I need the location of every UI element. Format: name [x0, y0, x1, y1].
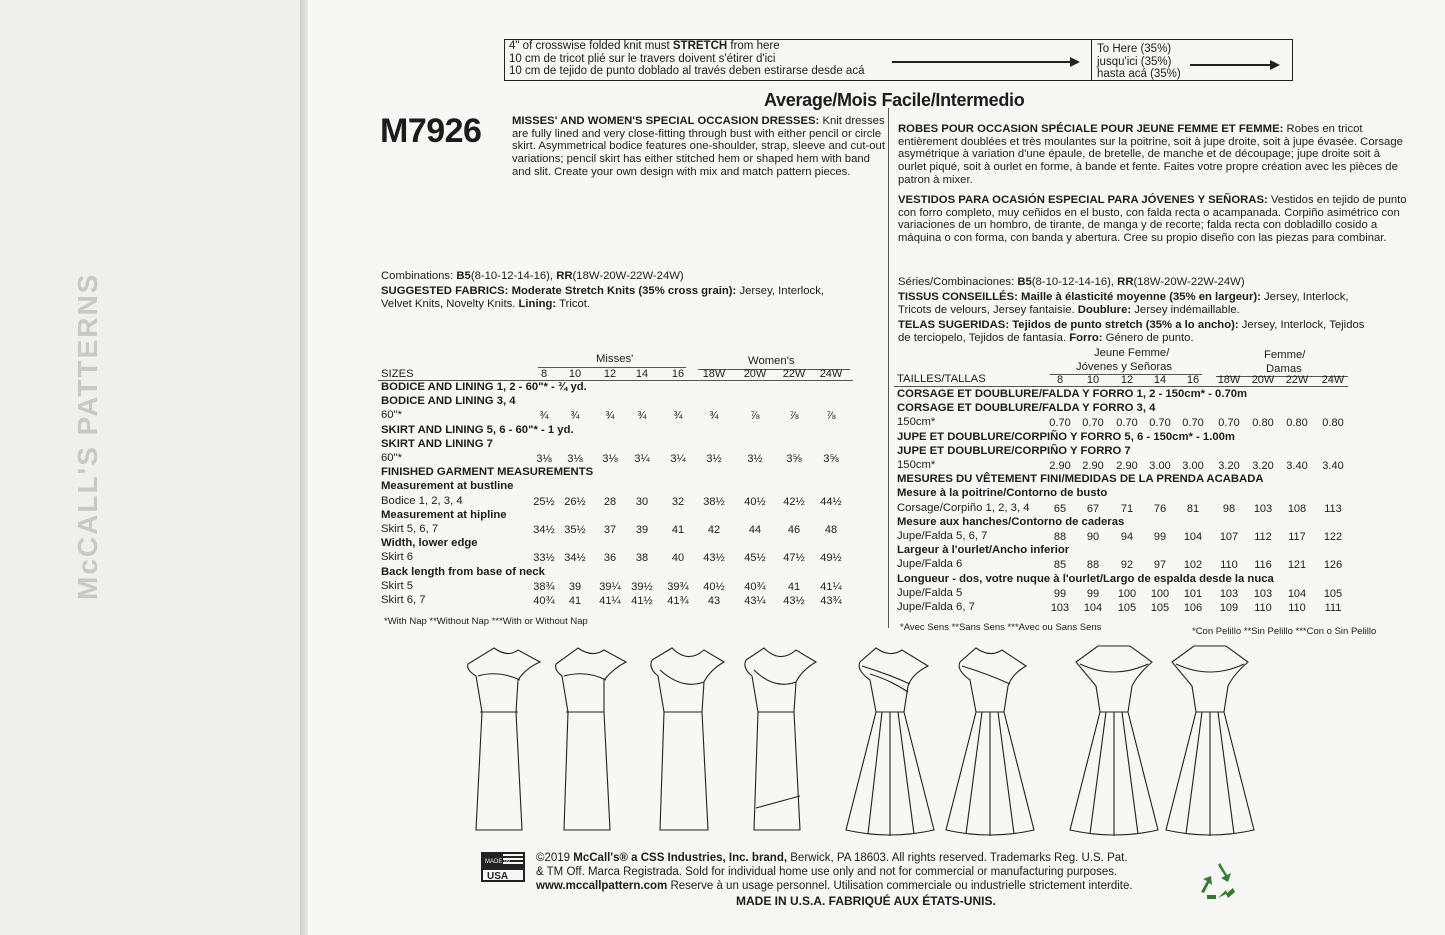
- table-cell: 41¼: [599, 595, 621, 607]
- size-header: 10: [1086, 374, 1100, 386]
- table-cell: 104: [1287, 587, 1307, 600]
- table-cell: 103: [1050, 602, 1070, 614]
- stretch-gauge: [504, 39, 1293, 81]
- table-cell: 47½: [783, 552, 805, 565]
- table-cell: 3.00: [1182, 460, 1204, 472]
- table-cell: 110: [1288, 602, 1306, 614]
- table-cell: 2.90: [1082, 460, 1104, 472]
- table-cell: ¾: [539, 410, 549, 423]
- table-row-label: CORSAGE ET DOUBLURE/FALDA Y FORRO 3, 4: [897, 402, 1156, 415]
- table-cell: 43½: [703, 552, 725, 565]
- made-in-label: MADE IN U.S.A. FABRIQUÉ AUX ÉTATS-UNIS.: [736, 894, 996, 908]
- size-header: 20W: [1251, 374, 1275, 386]
- table-cell: 109: [1219, 602, 1239, 614]
- table-cell: 99: [1086, 587, 1100, 600]
- table-cell: 43¼: [744, 595, 766, 607]
- table-cell: 101: [1183, 587, 1203, 600]
- english-desc-title: MISSES' AND WOMEN'S SPECIAL OCCASION DRESSES:: [512, 115, 820, 127]
- table-cell: 44: [748, 524, 762, 536]
- table-cell: 43½: [783, 595, 805, 607]
- table-cell: 100: [1150, 587, 1170, 600]
- table-cell: 85: [1053, 559, 1067, 572]
- table-row-label: Measurement at hipline: [381, 508, 507, 521]
- size-header: 12: [603, 368, 617, 380]
- table-cell: 92: [1120, 559, 1134, 572]
- table-cell: 41¾: [667, 595, 689, 607]
- table-cell: 0.80: [1322, 417, 1344, 430]
- table-cell: 103: [1253, 587, 1273, 600]
- table-cell: 67: [1086, 502, 1100, 515]
- size-header: 16: [671, 368, 685, 380]
- english-fabrics: SUGGESTED FABRICS: Moderate Stretch Knits (35% cross grain): Jersey, Interlock,: [381, 285, 824, 297]
- tailles-label: TAILLES/TALLAS: [897, 373, 986, 385]
- french-footnote: *Avec Sens **Sans Sens ***Avec ou Sans Sens: [900, 622, 1102, 633]
- spanish-desc-title: VESTIDOS PARA OCASIÓN ESPECIAL PARA JÓVENES Y SEÑORAS:: [898, 194, 1268, 206]
- english-desc-body: Knit dresses are fully lined and very close-fitting through bust with either pencil or circle skirt. Asymmetrical bodice features one-shoulder, strap, sleeve and cut-out variations; pencil skirt has either stitched hem or shaped hem with band and slit. Create your own design with mix and match pattern pieces.: [512, 115, 885, 178]
- table-cell: ¾: [605, 410, 615, 423]
- size-header: 22W: [1285, 374, 1309, 386]
- table-cell: 121: [1287, 559, 1307, 572]
- table-cell: 94: [1120, 531, 1134, 543]
- spanish-footnote: *Con Pelillo **Sin Pelillo ***Con o Sin Pelillo: [1192, 626, 1377, 637]
- table-cell: 110: [1254, 602, 1272, 614]
- size-header: 14: [635, 368, 649, 380]
- table-cell: ⅞: [750, 410, 760, 423]
- table-row-label: Mesure aux hanches/Contorno de caderas: [897, 515, 1125, 528]
- size-header: 22W: [782, 368, 806, 380]
- stretch-gauge-to: [1097, 43, 1181, 81]
- difficulty-level: Average/Mois Facile/Intermedio: [764, 90, 1025, 110]
- table-cell: 41½: [631, 595, 653, 607]
- table-cell: 122: [1323, 531, 1343, 543]
- table-cell: 37: [603, 524, 617, 536]
- table-cell: 39¼: [599, 580, 621, 593]
- french-desc-body: Robes en tricot entièrement doublées et très moulantes sur la poitrine, soit à jupe droite, soit à jupe évasée. Corsage asymétrique à variation d'une épaule, de bretelle, de manche et de découpage; jupe droite soit à ourlet piqué, soit à ourlet en forme, à bande et fente. Faites votre propre création avec les pièces de patron à mixer.: [898, 123, 1403, 186]
- pattern-number: M7926: [380, 112, 482, 150]
- table-cell: 65: [1053, 502, 1067, 515]
- spanish-fabrics: TELAS SUGERIDAS: Tejidos de punto stretch (35% a lo ancho): Jersey, Interlock, Tejidos: [898, 319, 1365, 331]
- table-cell: 105: [1323, 587, 1343, 600]
- table-row-label: Width, lower edge: [381, 537, 478, 550]
- table-cell: 0.70: [1049, 417, 1071, 430]
- table-cell: 106: [1183, 602, 1203, 614]
- table-row-label: SKIRT AND LINING 7: [381, 437, 493, 450]
- table-cell: 48: [824, 524, 838, 536]
- table-row-label: 60"*: [381, 452, 402, 464]
- table-cell: 3½: [747, 453, 763, 465]
- group-women: Women's: [748, 355, 795, 367]
- table-cell: 41: [671, 524, 685, 536]
- sizes-label: SIZES: [381, 368, 414, 380]
- dress-sketch-1: [468, 648, 540, 830]
- french-combinations: Séries/Combinaciones: B5(8-10-12-14-16), RR(18W-20W-22W-24W): [898, 276, 1245, 288]
- website-link[interactable]: www.mccallpattern.com: [536, 880, 668, 892]
- stretch-from-es: 10 cm de tejido de punto doblado al través deben estirarse desde acá: [509, 65, 865, 77]
- dress-sketch-7: [1070, 646, 1158, 836]
- table-cell: 38: [635, 552, 649, 565]
- copyright-line-1: ©2019 McCall's® a CSS Industries, Inc. brand, Berwick, PA 18603. All rights reserved. Trademarks Reg. U.S. Pat.: [536, 852, 1128, 864]
- table-cell: 25½: [533, 495, 555, 508]
- table-cell: 111: [1324, 602, 1342, 614]
- table-row-label: Skirt 6: [381, 551, 414, 564]
- recycle-icon: [1198, 862, 1238, 900]
- table-cell: 45½: [744, 552, 766, 565]
- table-row-label: Back length from base of neck: [381, 565, 545, 578]
- column-divider: [888, 108, 889, 628]
- size-header: 18W: [702, 368, 726, 380]
- table-cell: 0.70: [1149, 417, 1171, 430]
- garment-sketches: [458, 640, 1418, 840]
- table-cell: 49½: [820, 552, 842, 565]
- table-row-label: Bodice 1, 2, 3, 4: [381, 494, 463, 507]
- tailles-rule: [894, 386, 1348, 387]
- table-cell: 33½: [533, 552, 555, 565]
- table-cell: 99: [1153, 531, 1167, 543]
- table-cell: 3.40: [1322, 460, 1344, 472]
- table-cell: 76: [1153, 502, 1167, 515]
- table-cell: 110: [1220, 559, 1238, 572]
- dress-sketch-6: [946, 648, 1034, 836]
- table-row-label: Jupe/Falda 5, 6, 7: [897, 530, 988, 542]
- table-row-label: JUPE ET DOUBLURE/CORPIÑO Y FORRO 7: [897, 444, 1131, 457]
- table-cell: 34½: [533, 524, 555, 536]
- size-header: 8: [540, 368, 548, 380]
- stretch-to-fr: jusqu'ici (35%): [1097, 55, 1172, 68]
- spanish-desc-body: Vestidos en tejido de punto con forro completo, muy ceñidos en el busto, con falda recta o acampanada. Corpiño asimétrico con variaciones de un hombro, de tirante, de manga y de recorte; falda recta con dobladillo cosido a máquina o con forma, con banda y abertura. Cree su propio diseño con las piezas para combinar.: [898, 194, 1407, 245]
- table-cell: 3⅛: [567, 453, 583, 465]
- table-cell: 40: [671, 552, 685, 565]
- table-cell: 39½: [631, 580, 653, 593]
- table-cell: 3⅝: [786, 453, 802, 465]
- table-cell: 41: [787, 580, 801, 593]
- table-row-label: FINISHED GARMENT MEASUREMENTS: [381, 466, 594, 479]
- spanish-description: [898, 194, 1408, 245]
- table-cell: 97: [1153, 559, 1167, 572]
- table-cell: 104: [1083, 602, 1103, 614]
- table-cell: 0.70: [1182, 417, 1204, 430]
- table-cell: 3.40: [1286, 460, 1308, 472]
- table-cell: 104: [1183, 531, 1203, 543]
- dress-sketch-4: [745, 648, 816, 830]
- table-cell: 88: [1086, 559, 1100, 572]
- table-cell: 0.70: [1116, 417, 1138, 430]
- table-cell: 3⅛: [536, 453, 552, 465]
- table-row-label: JUPE ET DOUBLURE/CORPIÑO Y FORRO 5, 6 - 150cm* - 1.00m: [897, 430, 1235, 443]
- table-cell: 3⅝: [823, 453, 839, 465]
- table-cell: 3.20: [1252, 460, 1274, 472]
- table-cell: ⅞: [789, 410, 799, 423]
- table-row-label: Skirt 6, 7: [381, 594, 426, 606]
- table-cell: 39: [635, 524, 649, 536]
- stretch-gauge-divider: [1091, 40, 1092, 80]
- group-misses: Misses': [596, 353, 634, 365]
- size-header: 14: [1153, 374, 1167, 386]
- table-cell: 99: [1053, 587, 1067, 600]
- copyright-line-2: & TM Off. Marca Registrada. Sold for individual home use only and not for commercial or manufacturing purposes.: [536, 866, 1118, 878]
- table-row-label: Jupe/Falda 6, 7: [897, 601, 975, 613]
- table-cell: 2.90: [1049, 460, 1071, 472]
- size-header: 16: [1186, 374, 1200, 386]
- table-cell: 103: [1253, 502, 1273, 515]
- table-cell: 108: [1287, 502, 1307, 515]
- table-cell: 44½: [820, 495, 842, 508]
- table-cell: 39: [568, 580, 582, 593]
- table-row-label: Mesure à la poitrine/Contorno de busto: [897, 487, 1108, 500]
- table-cell: 126: [1323, 559, 1343, 572]
- table-row-label: BODICE AND LINING 3, 4: [381, 395, 516, 408]
- table-cell: 36: [603, 552, 617, 565]
- table-cell: 30: [635, 495, 649, 508]
- size-header: 24W: [819, 368, 843, 380]
- table-cell: 0.80: [1286, 417, 1308, 430]
- table-cell: 113: [1324, 502, 1342, 515]
- table-cell: 3¼: [670, 453, 686, 465]
- table-cell: 28: [603, 495, 617, 508]
- table-row-label: MESURES DU VÊTEMENT FINI/MEDIDAS DE LA PRENDA ACABADA: [897, 473, 1264, 486]
- group-jeune-femme: Jeune Femme/: [1094, 347, 1170, 359]
- french-desc-title: ROBES POUR OCCASION SPÉCIALE POUR JEUNE FEMME ET FEMME:: [898, 123, 1284, 135]
- table-cell: 34½: [564, 552, 586, 565]
- flap-brand-text: McCALL'S PATTERNS: [72, 272, 103, 600]
- table-row-label: Largeur à l'ourlet/Ancho inferior: [897, 544, 1070, 557]
- size-header: 24W: [1321, 374, 1345, 386]
- table-cell: 3.00: [1149, 460, 1171, 472]
- table-cell: 3⅛: [602, 453, 618, 465]
- spanish-fabrics-2: de terciopelo, Tejidos de fantasía. Forro: Género de punto.: [898, 332, 1194, 344]
- usa-badge-top: MADE IN: [485, 859, 511, 865]
- table-cell: 0.80: [1252, 417, 1274, 430]
- table-row-label: 150cm*: [897, 416, 936, 429]
- table-cell: 3.20: [1218, 460, 1240, 472]
- english-fabrics-2: Velvet Knits, Novelty Knits. Lining: Tricot.: [381, 298, 591, 310]
- table-cell: 46: [787, 524, 801, 536]
- group-damas: Damas: [1266, 363, 1302, 375]
- french-description: [898, 123, 1408, 187]
- table-cell: 103: [1219, 587, 1239, 600]
- size-header: 18W: [1217, 374, 1241, 386]
- table-cell: 100: [1117, 587, 1137, 600]
- stretch-arrow-right: [1190, 64, 1278, 66]
- table-cell: 41¼: [820, 580, 842, 593]
- group-jovenes: Jóvenes y Señoras: [1076, 361, 1173, 373]
- table-cell: 105: [1150, 602, 1170, 614]
- table-cell: 35½: [564, 524, 586, 536]
- table-row-label: CORSAGE ET DOUBLURE/FALDA Y FORRO 1, 2 - 150cm* - 0.70m: [897, 388, 1248, 400]
- french-fabrics: TISSUS CONSEILLÉS: Maille à élasticité moyenne (35% en largeur): Jersey, Interlock,: [898, 291, 1349, 303]
- english-footnote: *With Nap **Without Nap ***With or Without Nap: [384, 616, 588, 627]
- table-cell: 117: [1288, 531, 1306, 543]
- table-row-label: 150cm*: [897, 459, 936, 471]
- table-cell: 2.90: [1116, 460, 1138, 472]
- size-header: 20W: [743, 368, 767, 380]
- table-cell: 41: [568, 595, 582, 607]
- table-row-label: SKIRT AND LINING 5, 6 - 60"* - 1 yd.: [381, 423, 574, 436]
- table-row-label: Jupe/Falda 6: [897, 558, 963, 571]
- usa-badge-text: USA: [487, 871, 509, 882]
- stretch-to-es: hasta acá (35%): [1097, 68, 1181, 80]
- table-cell: 43¾: [820, 595, 842, 607]
- size-header: 10: [568, 368, 582, 380]
- dress-sketch-5: [846, 648, 934, 836]
- table-cell: 88: [1053, 531, 1067, 543]
- stretch-from-en: 4" of crosswise folded knit must STRETCH from here: [509, 40, 780, 52]
- table-row-label: Skirt 5: [381, 579, 414, 592]
- group-femme: Femme/: [1264, 349, 1306, 361]
- table-cell: 40½: [744, 495, 766, 508]
- english-combinations: Combinations: B5(8-10-12-14-16), RR(18W-20W-22W-24W): [381, 270, 684, 282]
- stretch-gauge-from: [509, 40, 864, 78]
- table-cell: 105: [1117, 602, 1137, 614]
- table-row-label: Jupe/Falda 5: [897, 586, 963, 599]
- table-cell: 43: [707, 595, 721, 607]
- table-cell: 102: [1183, 559, 1203, 572]
- dress-sketch-2: [556, 648, 626, 830]
- table-cell: 40¾: [533, 595, 555, 607]
- table-row-label: Corsage/Corpiño 1, 2, 3, 4: [897, 501, 1030, 514]
- table-cell: 0.70: [1218, 417, 1240, 430]
- size-header: 12: [1120, 374, 1134, 386]
- table-cell: 90: [1086, 531, 1100, 543]
- table-row-label: Skirt 5, 6, 7: [381, 523, 439, 535]
- table-cell: 116: [1254, 559, 1272, 572]
- dress-sketch-3: [651, 648, 724, 830]
- table-cell: 32: [671, 495, 685, 508]
- table-row-label: Longueur - dos, votre nuque à l'ourlet/Largo de espalda desde la nuca: [897, 572, 1274, 585]
- table-cell: 71: [1120, 502, 1134, 515]
- table-cell: 39¾: [667, 580, 689, 593]
- table-cell: ¾: [637, 410, 647, 423]
- table-cell: 42: [707, 524, 721, 536]
- table-cell: ¾: [673, 410, 683, 423]
- english-description: [512, 115, 890, 179]
- table-cell: 40½: [703, 580, 725, 593]
- table-cell: 107: [1219, 531, 1239, 543]
- table-row-label: BODICE AND LINING 1, 2 - 60"* - ¾ yd.: [381, 381, 587, 393]
- stretch-arrow-left: [892, 61, 1078, 63]
- dress-sketch-8: [1166, 646, 1254, 836]
- table-row-label: Measurement at bustline: [381, 480, 514, 493]
- table-cell: 38¾: [533, 580, 555, 593]
- table-cell: 81: [1186, 502, 1200, 515]
- french-fabrics-2: Tricots de velours, Jersey fantaisie. Doublure: Jersey indémaillable.: [898, 304, 1240, 316]
- table-cell: 42½: [783, 495, 805, 508]
- table-cell: 112: [1254, 531, 1272, 543]
- table-cell: 38½: [703, 495, 725, 508]
- copyright-line-3: www.mccallpattern.com Reserve à un usage personnel. Utilisation commerciale ou industrielle strictement interdite.: [536, 880, 1133, 892]
- table-cell: ¾: [570, 410, 580, 423]
- table-row-label: 60"*: [381, 409, 402, 422]
- stretch-to-en: To Here (35%): [1097, 43, 1172, 55]
- stretch-from-fr: 10 cm de tricot plié sur le travers doivent s'étirer d'ici: [509, 52, 776, 65]
- table-cell: ¾: [709, 410, 719, 423]
- table-cell: 0.70: [1082, 417, 1104, 430]
- table-cell: 3½: [706, 453, 722, 465]
- table-cell: 40¾: [744, 580, 766, 593]
- table-cell: 26½: [564, 495, 586, 508]
- size-header: 8: [1056, 374, 1064, 386]
- table-cell: 98: [1222, 502, 1236, 515]
- table-cell: ⅞: [826, 410, 836, 423]
- table-cell: 3¼: [634, 453, 650, 465]
- made-in-usa-badge: [481, 852, 525, 882]
